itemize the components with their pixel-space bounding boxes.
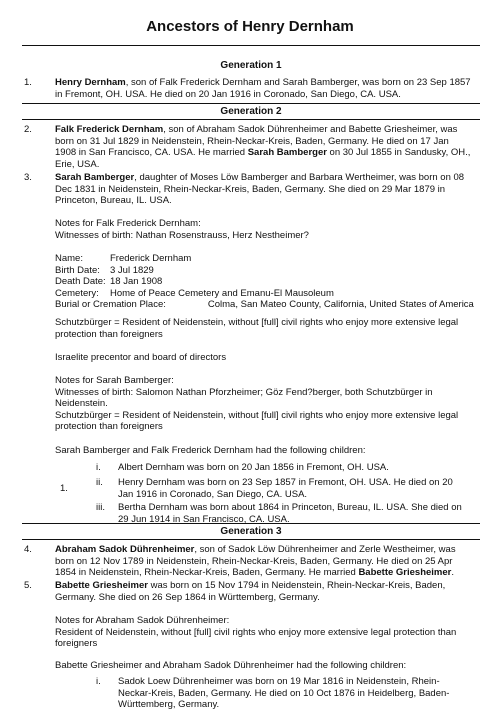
facts-block [55, 253, 474, 311]
notes-abraham [55, 615, 471, 650]
child-entry: Albert Dernham was born on 20 Jan 1856 in Fremont, OH. USA. [118, 462, 389, 473]
generation-rule [22, 119, 480, 120]
entry-number: 3. [24, 172, 32, 183]
child-roman: i. [96, 676, 101, 687]
notes-witnesses: Witnesses of birth: Nathan Rosenstrauss, Herz Nestheimer? [55, 229, 309, 241]
generation-3-heading: Generation 3 [220, 526, 282, 537]
entry-number: 2. [24, 124, 32, 135]
notes-heading: Notes for Sarah Bamberger: [55, 375, 174, 386]
notes-sarah [55, 375, 471, 433]
entry-text-cont: . [451, 567, 455, 578]
entry-text: , son of Falk Frederick Dernham and Sarah Bamberger, was born on 23 Sep 1857 in Fremont, OH. USA. He died on 20 Jan 1916 in Coronado, San Diego, CA. USA. [55, 77, 471, 100]
person-name: Babette Griesheimer [55, 580, 148, 591]
spouse-name: Babette Griesheimer [358, 567, 452, 578]
child-entry: Bertha Dernham was born about 1864 in Princeton, Bureau, IL. USA. She died on 29 Jun 1914 in San Francisco, CA. USA. [118, 502, 462, 525]
notes-schutz: Schutzbürger = Resident of Neidenstein, without [full] civil rights who enjoy more extensive legal protection than foreigners [55, 409, 459, 432]
schutz-note: Schutzbürger = Resident of Neidenstein, without [full] civil rights who enjoy more extensive legal protection than foreigners [55, 317, 459, 340]
entry-henry-dernham [55, 77, 471, 100]
entry-number: 5. [24, 580, 32, 591]
entry-text: , son of Abraham Sadok Dührenheimer and Babette Griesheimer, was born on 31 Jul 1829 in Neidenstein, Rhein-Neckar-Kreis, Baden, Germany. He died on 17 Jan 1908 in San Francisco, CA. USA. He married [55, 124, 458, 158]
children-intro: Sarah Bamberger and Falk Frederick Dernham had the following children: [55, 445, 366, 456]
fact-value: 3 Jul 1829 [110, 264, 154, 276]
notes-text: Resident of Neidenstein, without [full] civil rights who enjoy more extensive legal protection than foreigners [55, 626, 457, 649]
notes-witnesses: Witnesses of birth: Salomon Nathan Pforzheimer; Göz Fend?berger, both Schutzbürger in Neidenstein. [55, 386, 433, 409]
entry-number: 1. [24, 77, 32, 88]
entry-falk-frederick-dernham [55, 124, 471, 170]
child-entry: Henry Dernham was born on 23 Sep 1857 in Fremont, OH. USA. He died on 20 Jan 1916 in Coronado, San Diego, CA. USA. [118, 477, 453, 500]
generation-rule [22, 523, 480, 524]
title-rule [22, 45, 480, 46]
entry-text: , daughter of Moses Löw Bamberger and Barbara Wertheimer, was born on 08 Dec 1831 in Neidenstein, Rhein-Neckar-Kreis, Baden, Germany. She died on 29 Mar 1879 in Princeton, Bureau, IL. USA. [55, 172, 465, 206]
child-roman: iii. [96, 502, 105, 513]
spouse-name: Sarah Bamberger [247, 147, 327, 158]
fact-label: Birth Date: [55, 264, 100, 276]
fact-label: Cemetery: [55, 287, 99, 299]
person-name: Falk Frederick Dernham [55, 124, 164, 135]
notes-falk [55, 218, 471, 241]
fact-value: Colma, San Mateo County, California, United States of America [207, 299, 474, 310]
person-name: Sarah Bamberger [55, 172, 135, 183]
page-title: Ancestors of Henry Dernham [146, 18, 354, 35]
generation-rule [22, 103, 480, 104]
fact-label: Death Date: [55, 276, 106, 287]
generation-rule [22, 539, 480, 540]
entry-abraham-sadok-duhrenheimer [55, 544, 471, 579]
child-ancestor-number: 1. [60, 483, 68, 494]
entry-sarah-bamberger [55, 172, 471, 207]
child-roman: i. [96, 462, 101, 473]
child-entry: Sadok Loew Dührenheimer was born on 19 Mar 1816 in Neidenstein, Rhein-Neckar-Kreis, Baden, Germany. He died on 10 Oct 1876 in Heidelberg, Baden-Württemberg, Germany. [118, 676, 450, 710]
child-roman: ii. [96, 477, 103, 488]
fact-label: Name: [55, 253, 83, 264]
fact-label: Burial or Cremation Place: [55, 299, 166, 310]
entry-number: 4. [24, 544, 32, 555]
person-name: Abraham Sadok Dührenheimer [55, 544, 195, 555]
entry-text: was born on 15 Nov 1794 in Neidenstein, Rhein-Neckar-Kreis, Baden, Germany. She died on 26 Sep 1864 in Württemberg, Germany. [55, 580, 446, 603]
entry-babette-griesheimer [55, 580, 471, 603]
children-intro: Babette Griesheimer and Abraham Sadok Dührenheimer had the following children: [55, 660, 407, 671]
generation-2-heading: Generation 2 [220, 106, 282, 117]
person-name: Henry Dernham [55, 77, 126, 88]
generation-1-heading: Generation 1 [220, 60, 282, 71]
entry-text: , son of Sadok Löw Dührenheimer and Zerle Westheimer, was born on 12 Nov 1789 in Neidenstein, Rhein-Neckar-Kreis, Baden, Germany. He died on 25 Apr 1854 in Neidenstein, Rhein-Neckar-Kreis, Baden, Germany. He married [55, 544, 456, 578]
fact-value: 18 Jan 1908 [110, 276, 163, 287]
notes-heading: Notes for Abraham Sadok Dührenheimer: [55, 615, 230, 626]
notes-heading: Notes for Falk Frederick Dernham: [55, 218, 201, 229]
fact-value: Home of Peace Cemetery and Emanu-El Mausoleum [110, 287, 334, 299]
fact-value: Frederick Dernham [110, 253, 192, 264]
entry-text-cont: on 30 Jul 1855 in Sandusky, OH., Erie, USA. [55, 147, 471, 170]
precentor-note: Israelite precentor and board of directors [55, 352, 227, 363]
